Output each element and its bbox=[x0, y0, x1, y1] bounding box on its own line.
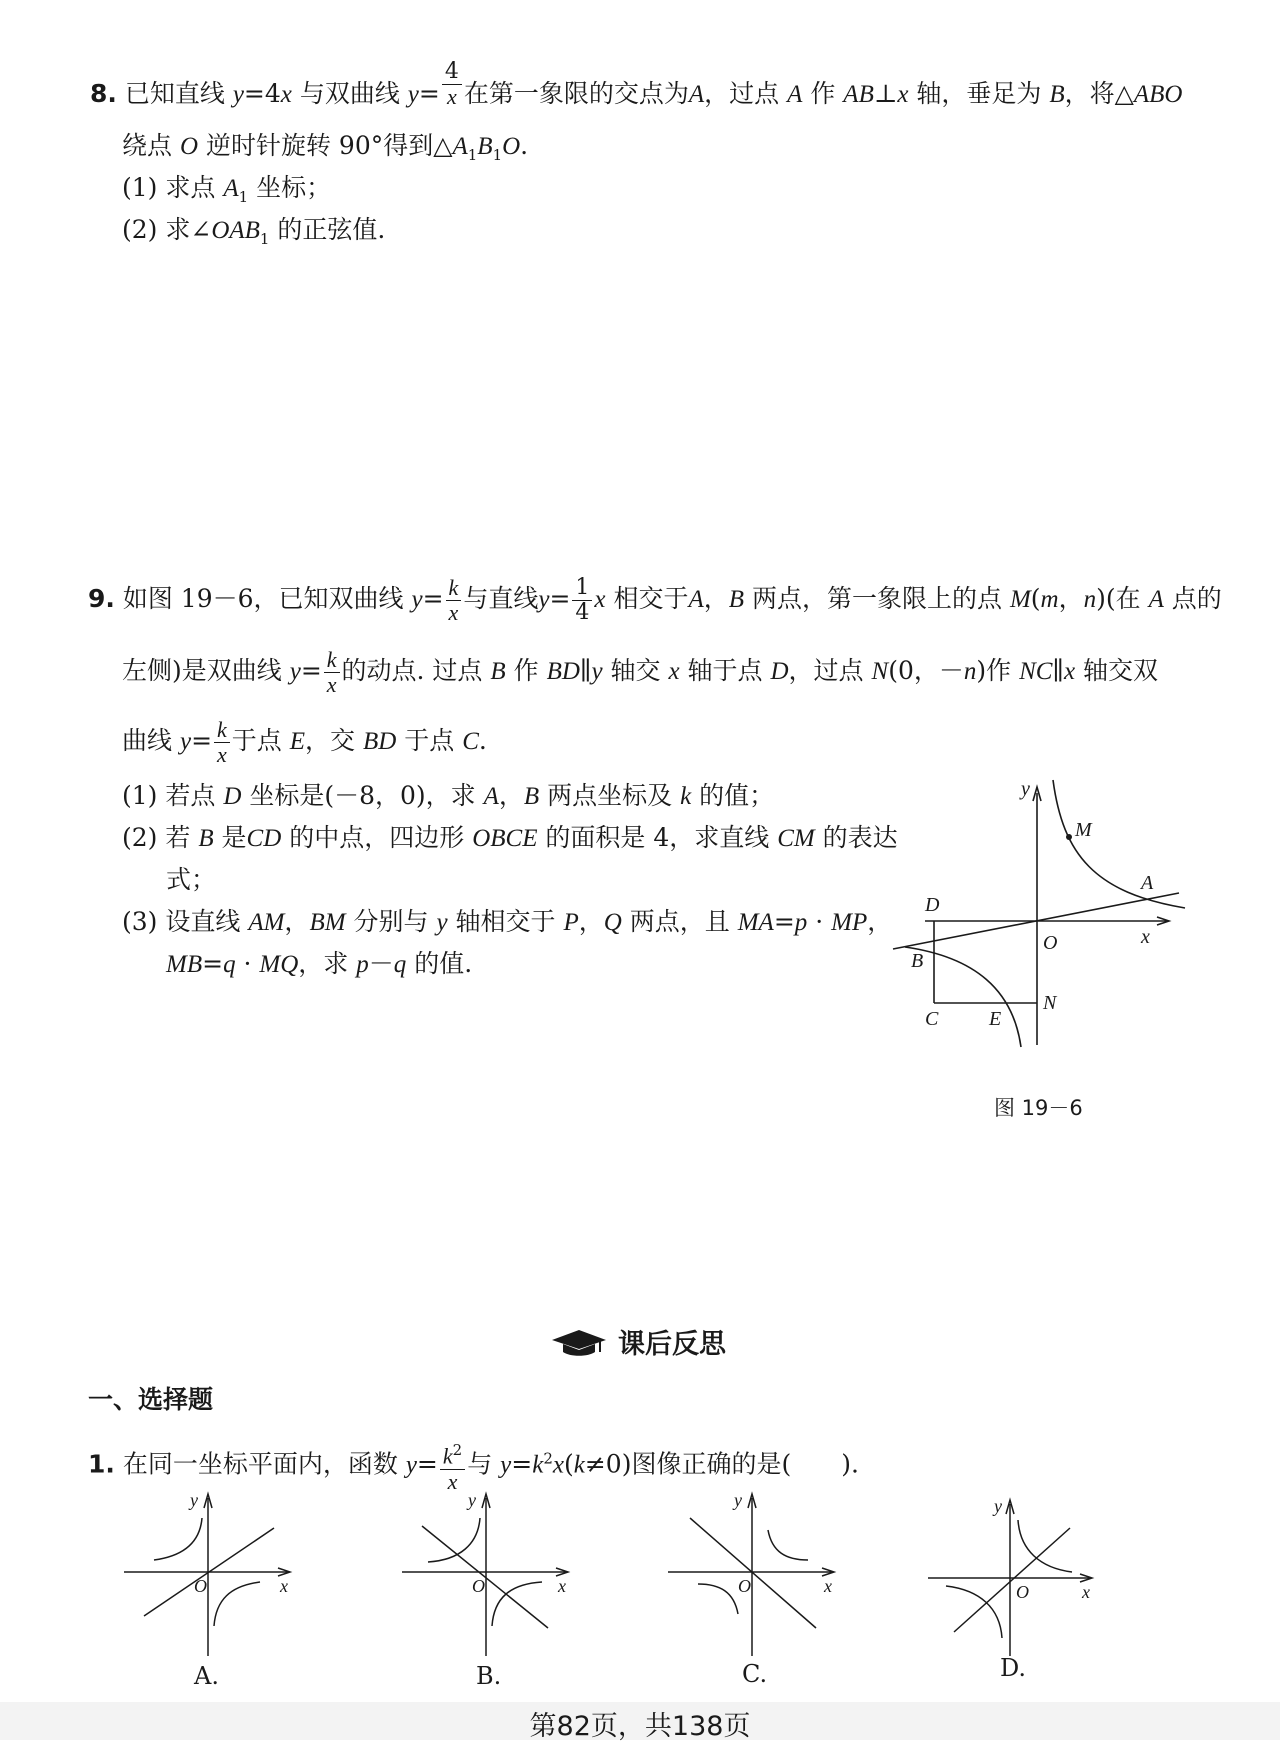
var: O bbox=[502, 133, 521, 160]
var: y bbox=[179, 728, 192, 755]
var: A bbox=[452, 133, 468, 160]
var: Q bbox=[603, 909, 622, 936]
frac-den: x bbox=[326, 672, 337, 697]
text: · bbox=[235, 949, 260, 978]
var: y bbox=[411, 586, 423, 613]
label-o: O bbox=[1016, 1582, 1029, 1602]
var: y bbox=[232, 81, 244, 108]
point-m bbox=[1066, 834, 1072, 840]
q9-sub-3-cont bbox=[166, 948, 472, 981]
text: 轴交双 bbox=[1075, 656, 1159, 685]
text: ，将△ bbox=[1064, 79, 1134, 108]
var: D bbox=[223, 783, 242, 810]
label-o: O bbox=[194, 1576, 207, 1596]
option-c-graph bbox=[664, 1488, 844, 1660]
label-a: A bbox=[1141, 872, 1154, 894]
frac-den: x bbox=[446, 84, 457, 109]
option-c-label[interactable]: C. bbox=[742, 1660, 768, 1688]
subscript: 1 bbox=[259, 230, 270, 248]
var: BD bbox=[362, 728, 397, 755]
var: B bbox=[198, 825, 214, 852]
label-m: M bbox=[1075, 819, 1092, 841]
text: ， bbox=[703, 584, 729, 613]
q9-sub-2 bbox=[122, 822, 898, 855]
var: x bbox=[552, 1451, 564, 1479]
text: 作 bbox=[505, 656, 547, 685]
text: 坐标； bbox=[248, 173, 332, 202]
text: 的中点，四边形 bbox=[281, 823, 473, 852]
subscript: 1 bbox=[238, 188, 249, 206]
text: ， bbox=[498, 781, 524, 810]
var: A bbox=[688, 81, 705, 108]
text: 轴于点 bbox=[679, 656, 771, 685]
var: BD bbox=[546, 658, 580, 685]
q9-line-3 bbox=[122, 718, 487, 767]
var: p bbox=[356, 951, 369, 978]
fraction-k-over-x bbox=[324, 648, 340, 697]
section-title: 课后反思 bbox=[618, 1329, 726, 1360]
text: 如图 19－6，已知双曲线 bbox=[122, 584, 412, 613]
var: x bbox=[668, 658, 680, 685]
var: x bbox=[897, 81, 909, 108]
var: O bbox=[179, 133, 199, 160]
text: 与 bbox=[467, 1449, 501, 1479]
text: 两点，第一象限上的点 bbox=[744, 584, 1010, 613]
label-y: y bbox=[734, 1490, 742, 1510]
frac-den: 4 bbox=[575, 600, 590, 625]
option-b-graph bbox=[398, 1488, 578, 1660]
text: =4 bbox=[243, 79, 281, 108]
q8-sub-2 bbox=[122, 214, 385, 255]
var: M bbox=[1009, 586, 1031, 613]
var: y bbox=[436, 909, 448, 936]
label-x: x bbox=[1082, 1582, 1090, 1602]
var: ABO bbox=[1133, 81, 1183, 108]
superscript: 2 bbox=[543, 1449, 553, 1468]
q8-line-1 bbox=[90, 59, 1183, 111]
label-b: B bbox=[911, 950, 924, 972]
text: － bbox=[368, 949, 394, 978]
var: N bbox=[871, 658, 889, 685]
text: 的表达 bbox=[814, 823, 898, 852]
text: (1) 求点 bbox=[122, 173, 224, 202]
figure-caption: 图 19－6 bbox=[994, 1096, 1083, 1120]
text: 轴交 bbox=[602, 656, 669, 685]
text: 于点 bbox=[396, 726, 463, 755]
text: 分别与 bbox=[345, 907, 437, 936]
var: y bbox=[538, 586, 550, 613]
frac-den: x bbox=[448, 600, 459, 625]
frac-num: k bbox=[214, 718, 230, 743]
text: ∥ bbox=[1052, 656, 1064, 685]
text: = bbox=[416, 1449, 438, 1479]
var: y bbox=[591, 658, 603, 685]
var: CM bbox=[777, 825, 815, 852]
label-n: N bbox=[1043, 992, 1057, 1014]
frac-den: x bbox=[447, 1469, 458, 1495]
text: ≠0)图像正确的是( ). bbox=[584, 1449, 859, 1479]
text: · bbox=[807, 907, 832, 936]
text: = bbox=[773, 907, 795, 936]
label-x: x bbox=[1141, 926, 1150, 948]
superscript: 2 bbox=[452, 1441, 463, 1459]
option-a-label[interactable]: A. bbox=[194, 1662, 219, 1690]
var: B bbox=[477, 133, 493, 160]
text: 的面积是 4，求直线 bbox=[537, 823, 778, 852]
var: AB bbox=[843, 81, 874, 108]
label-o: O bbox=[738, 1576, 751, 1596]
text: 坐标是(－8，0)，求 bbox=[241, 781, 484, 810]
text: 的值； bbox=[691, 781, 775, 810]
text: ( bbox=[1030, 584, 1041, 613]
label-y: y bbox=[190, 1490, 198, 1510]
hyperbola-branch-1 bbox=[1053, 780, 1185, 908]
var: x bbox=[1063, 658, 1076, 685]
text: = bbox=[300, 656, 322, 685]
text: 曲线 bbox=[122, 726, 180, 755]
text: 两点坐标及 bbox=[539, 781, 681, 810]
label-x: x bbox=[280, 1576, 288, 1596]
fraction-k2-over-x bbox=[440, 1438, 465, 1494]
var: y bbox=[405, 1451, 417, 1479]
frac-num: k bbox=[446, 576, 462, 601]
text: ， bbox=[1058, 584, 1084, 613]
text: )作 bbox=[976, 656, 1020, 685]
var: k bbox=[680, 783, 692, 810]
text: . bbox=[520, 131, 529, 160]
var: k bbox=[442, 1443, 453, 1469]
frac-num: k bbox=[324, 648, 340, 673]
text: 式； bbox=[166, 865, 217, 894]
text: ，过点 bbox=[788, 656, 872, 685]
label-x: x bbox=[824, 1576, 832, 1596]
text: 在第一象限的交点为 bbox=[463, 79, 689, 108]
text: (1) 若点 bbox=[122, 781, 224, 810]
text: = bbox=[418, 79, 440, 108]
var: A bbox=[223, 175, 239, 202]
text: 是 bbox=[213, 823, 247, 852]
var: BM bbox=[309, 909, 346, 936]
figure-19-6 bbox=[885, 775, 1205, 1050]
var: OBCE bbox=[472, 825, 538, 852]
text: 与直线 bbox=[463, 584, 539, 613]
text: (2) 求∠ bbox=[122, 215, 212, 244]
label-x: x bbox=[558, 1576, 566, 1596]
text: 左侧)是双曲线 bbox=[122, 656, 290, 685]
q9-sub-1 bbox=[122, 780, 774, 813]
choice-heading: 一、选择题 bbox=[88, 1385, 214, 1414]
page-indicator: 第82页，共138页 bbox=[529, 1711, 751, 1742]
text: ，交 bbox=[305, 726, 363, 755]
frac-num: 4 bbox=[442, 60, 462, 85]
text: ，求 bbox=[298, 949, 357, 978]
var: A bbox=[483, 783, 499, 810]
text: ， bbox=[578, 907, 604, 936]
var: k bbox=[573, 1451, 585, 1479]
label-c: C bbox=[925, 1008, 939, 1030]
var: D bbox=[770, 658, 789, 685]
text: = bbox=[422, 584, 444, 613]
var: MQ bbox=[259, 951, 299, 978]
var: MP bbox=[831, 909, 868, 936]
fraction-4-over-x bbox=[442, 60, 462, 109]
option-d-label[interactable]: D. bbox=[1000, 1654, 1027, 1682]
option-a-graph bbox=[120, 1488, 300, 1660]
frac-num: 1 bbox=[572, 576, 592, 601]
subscript: 1 bbox=[467, 146, 478, 164]
text: ( bbox=[563, 1449, 574, 1479]
text: (0，－ bbox=[888, 656, 964, 685]
label-o: O bbox=[472, 1576, 485, 1596]
var: P bbox=[563, 909, 579, 936]
text: ， bbox=[867, 907, 893, 936]
text: 轴相交于 bbox=[447, 907, 564, 936]
label-y: y bbox=[1021, 778, 1030, 800]
text: 与双曲线 bbox=[291, 79, 408, 108]
q9-sub-2-cont bbox=[166, 864, 216, 896]
text: ， bbox=[284, 907, 310, 936]
var: C bbox=[462, 728, 479, 755]
var: A bbox=[1148, 586, 1164, 613]
text: = bbox=[191, 726, 213, 755]
var: CD bbox=[246, 825, 282, 852]
var: A bbox=[787, 81, 803, 108]
text: 的正弦值. bbox=[269, 215, 386, 244]
var: q bbox=[223, 951, 236, 978]
label-d: D bbox=[925, 894, 940, 916]
graduation-cap-icon bbox=[550, 1328, 608, 1358]
q9-number: 9. bbox=[88, 584, 115, 613]
var: n bbox=[963, 658, 977, 685]
text: (3) 设直线 bbox=[122, 907, 249, 936]
text: 作 bbox=[802, 79, 844, 108]
var: E bbox=[289, 728, 306, 755]
text: = bbox=[511, 1449, 533, 1479]
frac-num bbox=[440, 1438, 465, 1470]
text: = bbox=[202, 949, 224, 978]
text: 逆时针旋转 90°得到△ bbox=[198, 131, 453, 160]
var: MA bbox=[737, 909, 774, 936]
frac-den: x bbox=[217, 742, 227, 767]
var: AM bbox=[248, 909, 285, 936]
text: ∥ bbox=[579, 656, 592, 685]
var: A bbox=[688, 586, 704, 613]
var: OAB bbox=[211, 217, 260, 244]
q9-line-2 bbox=[122, 648, 1158, 697]
text: 的值. bbox=[406, 949, 473, 978]
var: m bbox=[1040, 586, 1059, 613]
text: ，过点 bbox=[704, 79, 788, 108]
text: (2) 若 bbox=[122, 823, 199, 852]
option-d-graph bbox=[926, 1494, 1106, 1660]
q8-number: 8. bbox=[90, 79, 117, 108]
var: p bbox=[794, 909, 808, 936]
var: B bbox=[523, 783, 540, 810]
var: k bbox=[532, 1451, 544, 1479]
var: y bbox=[407, 81, 419, 108]
text: 已知直线 bbox=[124, 79, 233, 108]
review-q1-number: 1. bbox=[88, 1449, 115, 1479]
var: y bbox=[289, 658, 301, 685]
text: 相交于 bbox=[605, 584, 689, 613]
q9-line-1 bbox=[88, 576, 1222, 625]
text: 绕点 bbox=[122, 131, 180, 160]
text: )(在 bbox=[1096, 584, 1149, 613]
label-y: y bbox=[468, 1490, 476, 1510]
var: B bbox=[1049, 81, 1065, 108]
label-e: E bbox=[989, 1008, 1002, 1030]
var: y bbox=[500, 1451, 512, 1479]
q8-line-2 bbox=[122, 130, 528, 171]
fraction-1-over-4 bbox=[572, 576, 592, 625]
text: 于点 bbox=[231, 726, 290, 755]
text: 轴，垂足为 bbox=[908, 79, 1050, 108]
q9-sub-3 bbox=[122, 906, 892, 939]
text: 两点，且 bbox=[621, 907, 738, 936]
label-y: y bbox=[994, 1496, 1002, 1516]
subscript: 1 bbox=[492, 146, 503, 164]
text: = bbox=[549, 584, 571, 613]
var: q bbox=[393, 951, 407, 978]
text: 在同一坐标平面内，函数 bbox=[122, 1449, 406, 1479]
var: n bbox=[1083, 586, 1097, 613]
var: B bbox=[490, 658, 506, 685]
fraction-k-over-x bbox=[214, 718, 230, 767]
var: B bbox=[728, 586, 745, 613]
text: 的动点. 过点 bbox=[341, 656, 491, 685]
var: NC bbox=[1019, 658, 1053, 685]
var: x bbox=[280, 81, 292, 108]
label-o: O bbox=[1043, 932, 1058, 954]
var: MB bbox=[166, 951, 203, 978]
text: 点的 bbox=[1163, 584, 1222, 613]
q8-sub-1 bbox=[122, 172, 331, 213]
text: . bbox=[478, 726, 487, 755]
option-b-label[interactable]: B. bbox=[476, 1662, 502, 1690]
fraction-k-over-x bbox=[446, 576, 462, 625]
review-q1 bbox=[88, 1438, 859, 1494]
var: x bbox=[594, 586, 606, 613]
text: ⊥ bbox=[873, 79, 898, 108]
